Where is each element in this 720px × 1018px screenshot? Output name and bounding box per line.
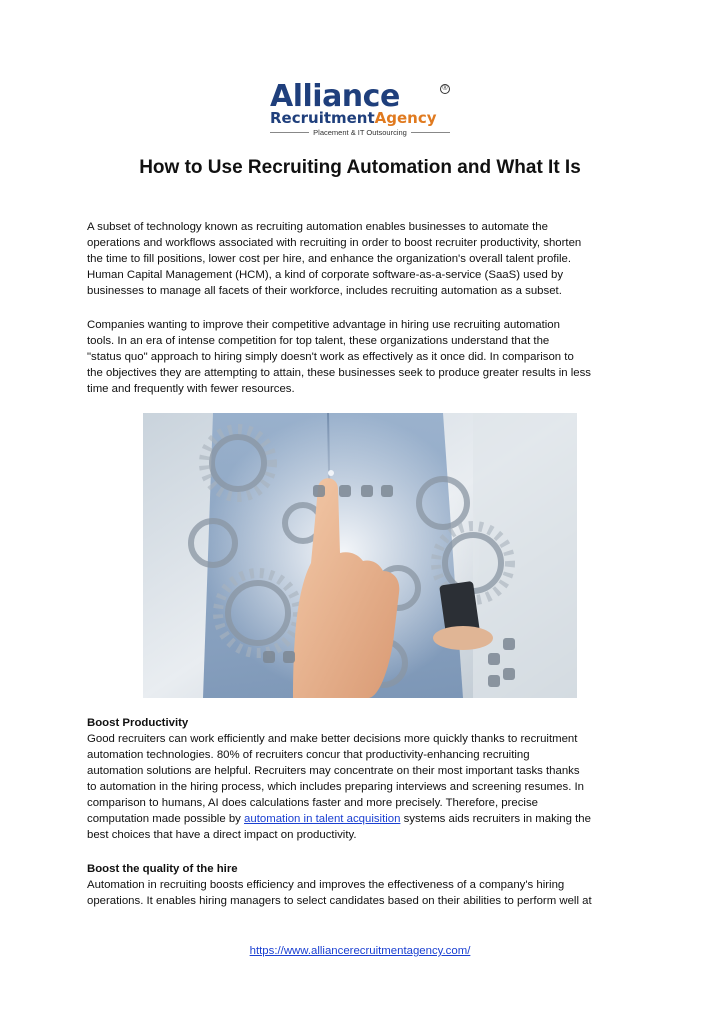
text-line: "status quo" approach to hiring simply doesn't work as effectively as it once did. In comparison to	[87, 351, 574, 363]
text-line: Companies wanting to improve their competitive advantage in hiring use recruiting automation	[87, 319, 560, 331]
text-line: time and frequently with fewer resources.	[87, 383, 295, 395]
section-heading-quality: Boost the quality of the hire	[87, 863, 238, 875]
text-line: businesses to manage all facets of their workforce, includes recruiting automation as a subset.	[87, 285, 562, 297]
text-line: to automation in the hiring process, which includes preparing interviews and screening resumes. In	[87, 781, 585, 793]
text-line: operations. It enables hiring managers to select candidates based on their abilities to perform well at	[87, 895, 592, 907]
page-title: How to Use Recruiting Automation and What It Is	[139, 157, 581, 178]
registered-mark: ®	[440, 84, 450, 94]
text-line: Good recruiters can work efficiently and make better decisions more quickly thanks to recruitment	[87, 733, 578, 745]
text-line: automation technologies. 80% of recruiters concur that productivity-enhancing recruiting	[87, 749, 530, 761]
divider	[270, 132, 309, 133]
text-line: automation solutions are helpful. Recruiters may concentrate on their most important tasks thanks	[87, 765, 580, 777]
intro-paragraph	[87, 219, 647, 299]
competitive-paragraph	[87, 317, 647, 397]
text-line: operations and workflows associated with recruiting in order to boost recruiter productivity, shorten	[87, 237, 582, 249]
logo-agency: Agency	[374, 109, 437, 127]
company-logo	[270, 79, 452, 142]
text-line: best choices that have a direct impact on productivity.	[87, 829, 357, 841]
talent-acquisition-link[interactable]: automation in talent acquisition	[244, 813, 401, 825]
divider	[411, 132, 450, 133]
logo-tagline: Placement & IT Outsourcing	[313, 128, 407, 137]
text-fragment: systems aids recruiters in making the	[400, 813, 591, 825]
logo-tagline-row	[270, 128, 450, 137]
text-line: the objectives they are attempting to attain, these businesses seek to produce greater results in less	[87, 367, 592, 379]
text-line: tools. In an era of intense competition for top talent, these organizations understand that the	[87, 335, 550, 347]
logo-wordmark: Alliance	[270, 79, 400, 114]
text-line: Human Capital Management (HCM), a kind of corporate software-as-a-service (SaaS) used by	[87, 269, 564, 281]
text-line: comparison to humans, AI does calculations faster and more precisely. Therefore, precise	[87, 797, 538, 809]
quality-paragraph	[87, 877, 647, 909]
productivity-paragraph	[87, 731, 647, 843]
text-fragment: computation made possible by	[87, 813, 245, 825]
footer	[0, 943, 720, 959]
text-line: A subset of technology known as recruiting automation enables businesses to automate the	[87, 221, 548, 233]
text-line	[87, 811, 647, 827]
logo-subtitle	[270, 110, 437, 126]
website-link[interactable]: https://www.alliancerecruitmentagency.com/	[249, 945, 471, 957]
touchscreen-gears-image	[143, 413, 577, 698]
logo-recruitment: Recruitment	[270, 109, 375, 127]
text-line: the time to fill positions, lower cost per hire, and enhance the organization's overall talent profile.	[87, 253, 572, 265]
hero-image	[143, 413, 577, 698]
section-heading-productivity: Boost Productivity	[87, 717, 189, 729]
text-line: Automation in recruiting boosts efficiency and improves the effectiveness of a company's hiring	[87, 879, 565, 891]
